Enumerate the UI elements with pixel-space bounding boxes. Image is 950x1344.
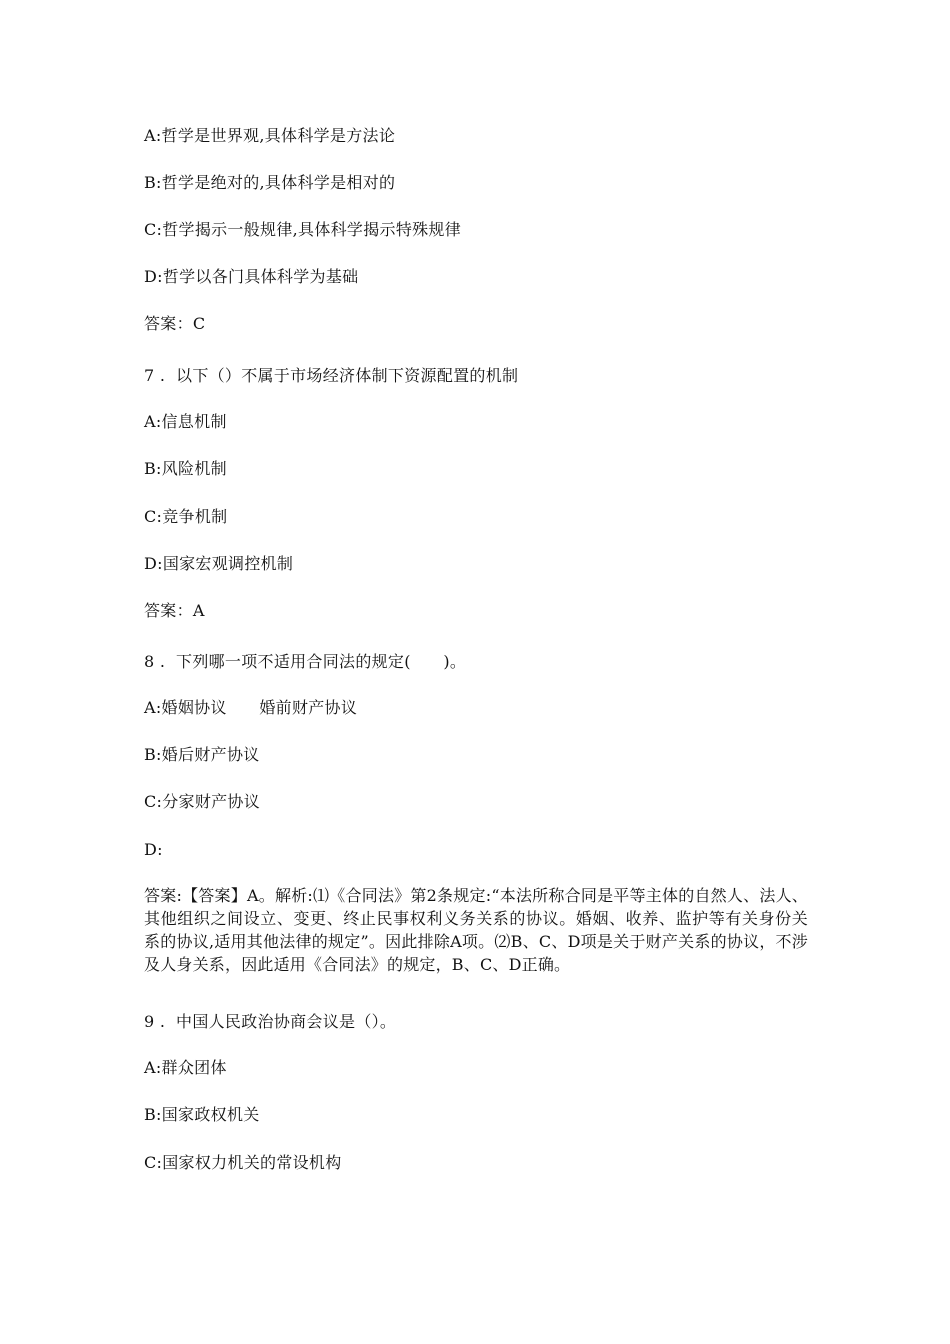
q8-answer-explanation: 答案:【答案】A。解析:⑴《合同法》第2条规定:“本法所称合同是平等主体的自然人、法人、其他组织之间设立、变更、终止民事权利义务关系的协议。婚姻、收养、监护等有关身份关系的协议,适用其他法律的规定”。因此排除A项。⑵B、C、D项是关于财产关系的协议，不涉及人身关系，因此适用《合同法》的规定，B、C、D正确。	[144, 886, 808, 974]
q6-option-a: A:哲学是世界观,具体科学是方法论	[144, 126, 396, 145]
q6-option-d: D:哲学以各门具体科学为基础	[144, 267, 359, 286]
q6-option-b: B:哲学是绝对的,具体科学是相对的	[144, 173, 396, 192]
q9-question: 9 . 中国人民政治协商会议是（）。	[144, 1012, 397, 1031]
q8-option-a: A:婚姻协议 婚前财产协议	[144, 698, 358, 717]
q7-option-b: B:风险机制	[144, 459, 227, 478]
q8-option-b: B:婚后财产协议	[144, 745, 260, 764]
q9-option-b: B:国家政权机关	[144, 1105, 260, 1124]
q7-question: 7 . 以下（）不属于市场经济体制下资源配置的机制	[144, 366, 519, 385]
q6-option-c: C:哲学揭示一般规律,具体科学揭示特殊规律	[144, 220, 462, 239]
q8-question: 8 . 下列哪一项不适用合同法的规定( )。	[144, 652, 467, 671]
q9-option-a: A:群众团体	[144, 1058, 227, 1077]
q8-option-c: C:分家财产协议	[144, 792, 261, 811]
q9-option-c: C:国家权力机关的常设机构	[144, 1153, 342, 1172]
q7-answer: 答案：A	[144, 601, 205, 620]
q6-answer: 答案：C	[144, 314, 206, 333]
q7-option-d: D:国家宏观调控机制	[144, 554, 294, 573]
q7-option-c: C:竞争机制	[144, 507, 228, 526]
q7-option-a: A:信息机制	[144, 412, 227, 431]
q8-option-d: D:	[144, 840, 163, 859]
